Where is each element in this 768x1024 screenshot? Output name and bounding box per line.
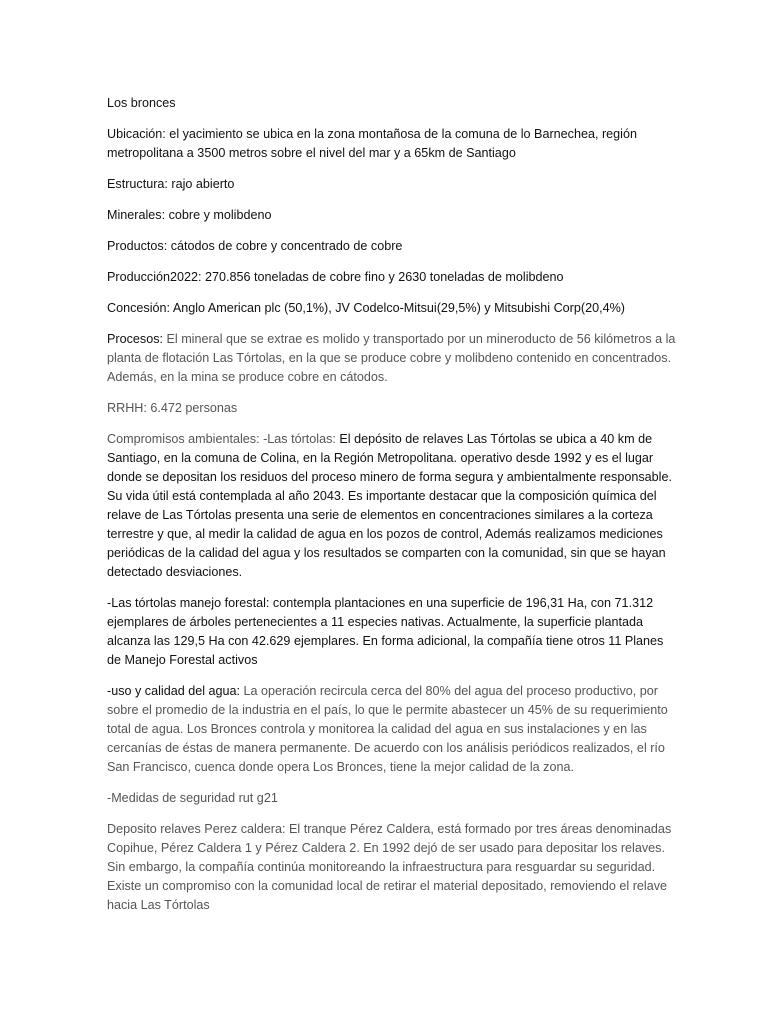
perez-caldera-paragraph xyxy=(107,820,678,915)
estructura-paragraph xyxy=(107,175,678,194)
rrhh-paragraph: RRHH: 6.472 personas xyxy=(107,401,238,415)
procesos-text: El mineral que se extrae es molido y transportado por un mineroducto de 56 kilómetros a la planta de flotación Las Tórtolas, en la que se produce cobre y molibdeno contenido en concentrados. Además, en la mina se produce cobre en cátodos. xyxy=(107,332,676,384)
perez-caldera-label: Deposito relaves Perez caldera: xyxy=(107,822,286,836)
agua-text: La operación recircula cerca del 80% del agua del proceso productivo, por sobre el promedio de la industria en el país, lo que le permite abastecer un 45% de su requerimiento total de agua. Los Bronces controla y monitorea la calidad del agua en sus instalaciones y en las cercanías de éstas de manera permanente. De acuerdo con los análisis periódicos realizados, el río San Francisco, cuenca donde opera Los Bronces, tiene la mejor calidad de la zona. xyxy=(107,684,668,774)
productos-label: Productos: xyxy=(107,239,168,253)
concesion-text: Anglo American plc (50,1%), JV Codelco-Mitsui(29,5%) y Mitsubishi Corp(20,4%) xyxy=(170,301,625,315)
agua-paragraph xyxy=(107,682,678,777)
produccion-label: Producción2022: xyxy=(107,270,202,284)
productos-paragraph xyxy=(107,237,678,256)
compromisos-paragraph xyxy=(107,430,678,582)
procesos-paragraph xyxy=(107,330,678,387)
concesion-paragraph xyxy=(107,299,678,318)
minerales-label: Minerales: xyxy=(107,208,166,222)
minerales-paragraph xyxy=(107,206,678,225)
perez-caldera-text: El tranque Pérez Caldera, está formado por tres áreas denominadas Copihue, Pérez Caldera 1 y Pérez Caldera 2. En 1992 dejó de ser usado para depositar los relaves. Sin embargo, la compañía continúa monitoreando la infraestructura para resguardar su seguridad. Existe un compromiso con la comunidad local de retirar el material depositado, removiendo el relave hacia Las Tórtolas xyxy=(107,822,672,912)
ubicacion-label: Ubicación: xyxy=(107,127,166,141)
minerales-text: cobre y molibdeno xyxy=(165,208,272,222)
document-title: Los bronces xyxy=(107,96,176,110)
compromisos-text: El depósito de relaves Las Tórtolas se ubica a 40 km de Santiago, en la comuna de Colina, en la Región Metropolitana. operativo desde 1992 y es el lugar donde se depositan los residuos del proceso minero de forma segura y ambientalmente responsable. Su vida útil está contemplada al año 2043. Es importante destacar que la composición química del relave de Las Tórtolas presenta una serie de elementos en concentraciones similares a la corteza terrestre y que, al medir la calidad de agua en los pozos de control, Además realizamos mediciones periódicas de la calidad del agua y los resultados se comparten con la comunidad, sin que se hayan detectado desviaciones. xyxy=(107,432,672,579)
ubicacion-text: el yacimiento se ubica en la zona montañosa de la comuna de lo Barnechea, región metropolitana a 3500 metros sobre el nivel del mar y a 65km de Santiago xyxy=(107,127,637,160)
agua-label: -uso y calidad del agua: xyxy=(107,684,241,698)
manejo-forestal-paragraph: -Las tórtolas manejo forestal: contempla plantaciones en una superficie de 196,31 Ha, con 71.312 ejemplares de árboles pertenecientes a 11 especies nativas. Actualmente, la superficie plantada alcanza las 129,5 Ha con 42.629 ejemplares. En forma adicional, la compañía tiene otros 11 Planes de Manejo Forestal activos xyxy=(107,596,664,667)
estructura-label: Estructura: xyxy=(107,177,168,191)
estructura-text: rajo abierto xyxy=(167,177,235,191)
ubicacion-paragraph xyxy=(107,125,678,163)
produccion-text: 270.856 toneladas de cobre fino y 2630 toneladas de molibdeno xyxy=(201,270,564,284)
medidas-paragraph: -Medidas de seguridad rut g21 xyxy=(107,791,278,805)
productos-text: cátodos de cobre y concentrado de cobre xyxy=(167,239,403,253)
produccion-paragraph xyxy=(107,268,678,287)
procesos-label: Procesos: xyxy=(107,332,163,346)
concesion-label: Concesión: xyxy=(107,301,171,315)
compromisos-label: Compromisos ambientales: -Las tórtolas: xyxy=(107,432,336,446)
